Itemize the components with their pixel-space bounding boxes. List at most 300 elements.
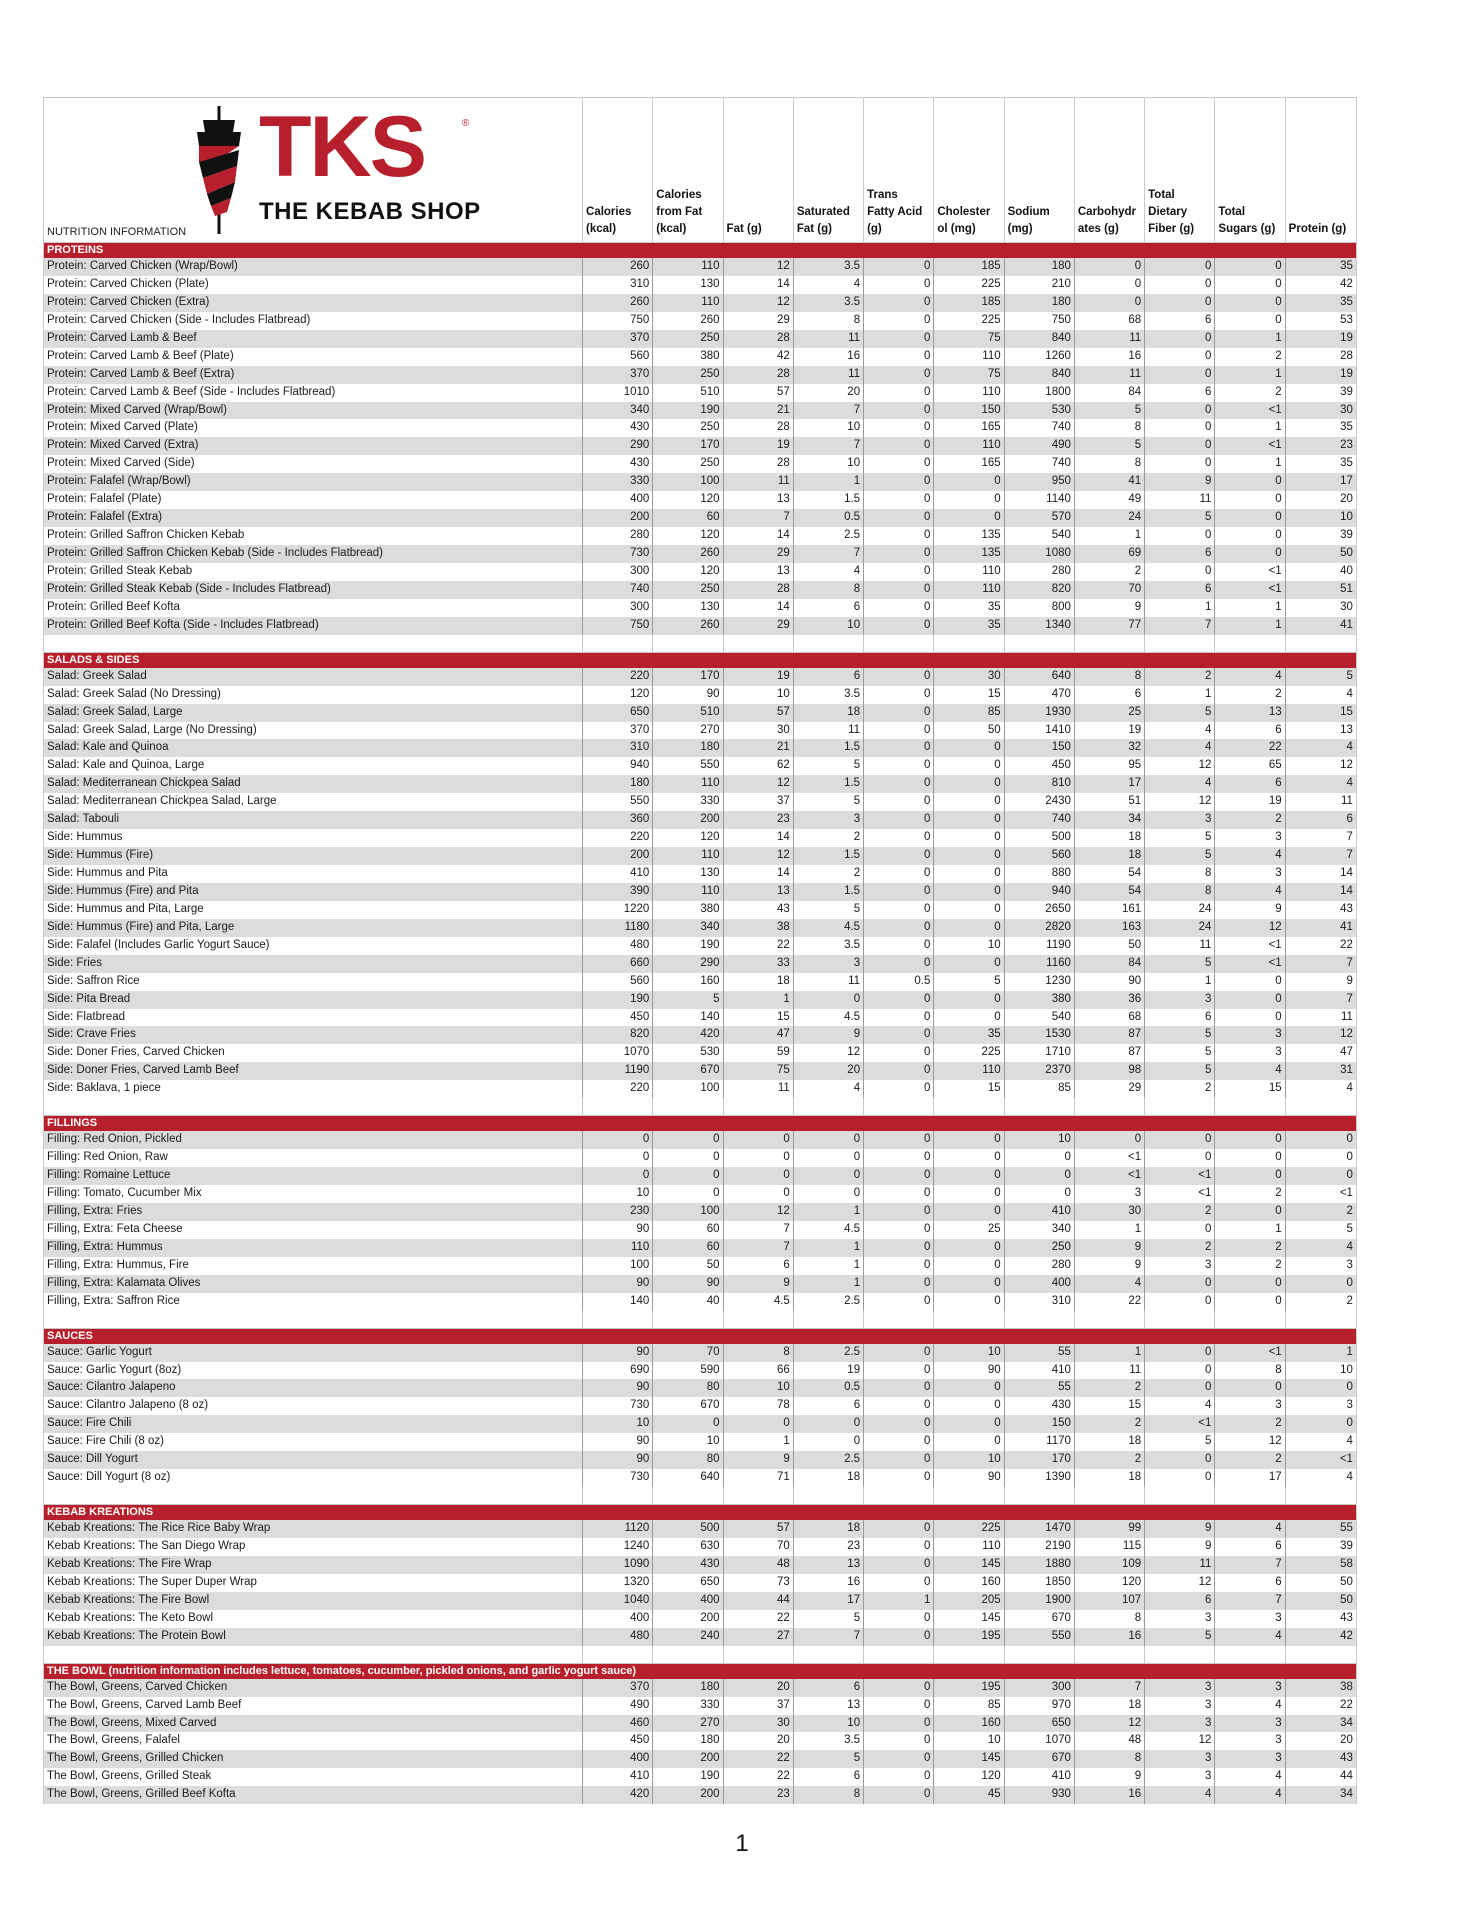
nutrient-value: 4 bbox=[1215, 1520, 1285, 1538]
nutrient-value: 3.5 bbox=[794, 686, 864, 704]
item-name: Salad: Greek Salad (No Dressing) bbox=[44, 686, 583, 704]
nutrient-value: 22 bbox=[1075, 1293, 1145, 1311]
nutrient-value: 6 bbox=[1215, 1574, 1285, 1592]
nutrient-value: 5 bbox=[794, 901, 864, 919]
table-row bbox=[44, 1768, 1356, 1786]
nutrient-value: 3 bbox=[1145, 1750, 1215, 1768]
nutrient-value: 4 bbox=[1346, 741, 1353, 754]
nutrient-value: 0 bbox=[864, 312, 934, 330]
nutrient-value: 3 bbox=[1215, 829, 1285, 847]
nutrient-value: 12 bbox=[1340, 1028, 1353, 1041]
nutrient-value: 6 bbox=[1145, 545, 1215, 563]
nutrient-value: 0 bbox=[934, 883, 1004, 901]
nutrient-value: 4 bbox=[1215, 668, 1285, 686]
nutrient-value: 14 bbox=[724, 865, 794, 883]
nutrient-value: 120 bbox=[583, 686, 653, 704]
nutrient-value: 16 bbox=[1075, 348, 1145, 366]
nutrient-value: 2 bbox=[1215, 686, 1285, 704]
nutrient-value: 28 bbox=[1340, 349, 1353, 362]
nutrient-value: 5 bbox=[1075, 402, 1145, 420]
item-name: Salad: Tabouli bbox=[44, 811, 583, 829]
nutrient-value: 18 bbox=[1075, 847, 1145, 865]
nutrient-value: 260 bbox=[653, 617, 723, 635]
nutrient-value: 12 bbox=[724, 847, 794, 865]
nutrient-value: 10 bbox=[934, 937, 1004, 955]
nutrient-value: 28 bbox=[724, 581, 794, 599]
nutrient-value: 450 bbox=[583, 1732, 653, 1750]
nutrient-value: 410 bbox=[1005, 1768, 1075, 1786]
nutrient-value: 2 bbox=[1145, 1203, 1215, 1221]
nutrient-value: 0 bbox=[864, 1293, 934, 1311]
nutrient-value: 85 bbox=[934, 1697, 1004, 1715]
nutrient-value: 15 bbox=[934, 1080, 1004, 1098]
nutrient-value: 1140 bbox=[1005, 491, 1075, 509]
nutrient-value: 50 bbox=[1340, 1593, 1353, 1606]
nutrient-value: 340 bbox=[583, 402, 653, 420]
nutrient-value: 6 bbox=[1346, 813, 1353, 826]
nutrient-value: 100 bbox=[653, 1080, 723, 1098]
nutrient-value: 5 bbox=[1145, 1433, 1215, 1451]
nutrient-value: 0 bbox=[934, 1239, 1004, 1257]
item-name: Protein: Grilled Saffron Chicken Kebab (Side - Includes Flatbread) bbox=[44, 545, 583, 563]
nutrient-value: 90 bbox=[653, 686, 723, 704]
nutrient-value: 35 bbox=[934, 1026, 1004, 1044]
nutrient-value: 370 bbox=[583, 722, 653, 740]
nutrient-value: 0 bbox=[864, 1469, 934, 1487]
nutrient-value: 1.5 bbox=[794, 739, 864, 757]
nutrient-value: 1 bbox=[794, 473, 864, 491]
nutrient-value: 6 bbox=[1145, 1009, 1215, 1027]
item-name: The Bowl, Greens, Grilled Chicken bbox=[44, 1750, 583, 1768]
nutrient-value: 66 bbox=[724, 1362, 794, 1380]
nutrient-value: 250 bbox=[653, 455, 723, 473]
nutrient-value: 1 bbox=[1215, 599, 1285, 617]
nutrient-value: 1.5 bbox=[794, 775, 864, 793]
nutrient-value: 135 bbox=[934, 527, 1004, 545]
nutrient-value: 0 bbox=[864, 1715, 934, 1733]
nutrient-value: 8 bbox=[1145, 865, 1215, 883]
nutrient-value: <1 bbox=[1145, 1167, 1215, 1185]
nutrient-value: 930 bbox=[1005, 1786, 1075, 1804]
item-name: Protein: Falafel (Plate) bbox=[44, 491, 583, 509]
nutrient-value: 1470 bbox=[1005, 1520, 1075, 1538]
table-header bbox=[44, 98, 1356, 243]
nutrient-value: 60 bbox=[653, 1221, 723, 1239]
table-row bbox=[44, 919, 1356, 937]
nutrient-value: 20 bbox=[794, 384, 864, 402]
nutrient-value: 19 bbox=[724, 437, 794, 455]
nutrient-value: 190 bbox=[583, 991, 653, 1009]
nutrient-value: 14 bbox=[724, 829, 794, 847]
nutrient-value: 170 bbox=[1005, 1451, 1075, 1469]
table-row bbox=[44, 527, 1356, 545]
nutrient-value: 0 bbox=[864, 402, 934, 420]
nutrient-value: 3 bbox=[1215, 865, 1285, 883]
nutrient-value: 4 bbox=[1346, 1240, 1353, 1253]
nutrient-value: 0 bbox=[1215, 1203, 1285, 1221]
nutrient-value: 22 bbox=[724, 1750, 794, 1768]
nutrient-value: 205 bbox=[934, 1592, 1004, 1610]
nutrient-value: 540 bbox=[1005, 1009, 1075, 1027]
col-header-saturated-fat: Saturated Fat (g) bbox=[794, 98, 864, 242]
nutrient-value: 0 bbox=[864, 276, 934, 294]
col-header-trans-fat: Trans Fatty Acid (g) bbox=[864, 98, 934, 242]
nutrient-value: 17 bbox=[1215, 1469, 1285, 1487]
table-row bbox=[44, 937, 1356, 955]
nutrient-value: 0 bbox=[864, 1275, 934, 1293]
nutrient-value: 370 bbox=[583, 1679, 653, 1697]
nutrient-value: 90 bbox=[583, 1221, 653, 1239]
nutrient-value: 9 bbox=[724, 1451, 794, 1469]
nutrient-value: 0 bbox=[724, 1149, 794, 1167]
nutrient-value: 1 bbox=[1075, 1221, 1145, 1239]
nutrient-value: 2 bbox=[1215, 1257, 1285, 1275]
table-row bbox=[44, 1415, 1356, 1433]
nutrient-value: 0 bbox=[1215, 509, 1285, 527]
nutrient-value: 0 bbox=[864, 1257, 934, 1275]
nutrient-value: 330 bbox=[583, 473, 653, 491]
nutrient-value: 1 bbox=[1346, 1345, 1353, 1358]
nutrient-value: 0 bbox=[1215, 312, 1285, 330]
nutrient-value: 15 bbox=[934, 686, 1004, 704]
nutrient-value: <1 bbox=[1215, 1344, 1285, 1362]
nutrient-value: 0 bbox=[934, 775, 1004, 793]
nutrient-value: 5 bbox=[1145, 829, 1215, 847]
nutrient-value: 3.5 bbox=[794, 294, 864, 312]
nutrient-value: 50 bbox=[1075, 937, 1145, 955]
nutrient-value: 8 bbox=[1075, 1750, 1145, 1768]
nutrient-value: 3 bbox=[1215, 1397, 1285, 1415]
nutrient-value: 0 bbox=[1075, 276, 1145, 294]
nutrient-value: 530 bbox=[1005, 402, 1075, 420]
nutrient-value: 0 bbox=[864, 883, 934, 901]
nutrient-value: 3 bbox=[1145, 1679, 1215, 1697]
nutrient-value: 240 bbox=[653, 1628, 723, 1646]
nutrient-value: 0 bbox=[864, 509, 934, 527]
nutrient-value: 110 bbox=[934, 1062, 1004, 1080]
nutrient-value: 1340 bbox=[1005, 617, 1075, 635]
nutrient-value: 260 bbox=[583, 258, 653, 276]
nutrient-value: 1070 bbox=[583, 1044, 653, 1062]
nutrient-value: 5 bbox=[1145, 1062, 1215, 1080]
item-name: Kebab Kreations: The Protein Bowl bbox=[44, 1628, 583, 1646]
nutrient-value: 19 bbox=[794, 1362, 864, 1380]
nutrient-value: 150 bbox=[1005, 739, 1075, 757]
nutrient-value: 110 bbox=[653, 258, 723, 276]
nutrient-value: 3 bbox=[794, 811, 864, 829]
nutrient-value: 9 bbox=[1145, 1538, 1215, 1556]
nutrient-value: 0 bbox=[864, 599, 934, 617]
col-header-protein: Protein (g) bbox=[1288, 223, 1347, 235]
item-name: Kebab Kreations: The Keto Bowl bbox=[44, 1610, 583, 1628]
table-row bbox=[44, 545, 1356, 563]
nutrient-value: 4 bbox=[1145, 722, 1215, 740]
nutrient-value: 510 bbox=[653, 384, 723, 402]
nutrient-value: 1 bbox=[1215, 366, 1285, 384]
nutrient-value: 3.5 bbox=[794, 258, 864, 276]
nutrient-value: 65 bbox=[1215, 757, 1285, 775]
nutrient-value: 80 bbox=[653, 1379, 723, 1397]
nutrient-value: 38 bbox=[724, 919, 794, 937]
nutrient-value: 3 bbox=[1346, 1258, 1353, 1271]
nutrient-value: 0 bbox=[794, 1415, 864, 1433]
nutrient-value: 0.5 bbox=[794, 1379, 864, 1397]
nutrient-value: 380 bbox=[653, 901, 723, 919]
nutrient-value: 84 bbox=[1075, 384, 1145, 402]
nutrient-value: 68 bbox=[1075, 1009, 1145, 1027]
nutrient-value: 180 bbox=[1005, 258, 1075, 276]
nutrient-value: 150 bbox=[934, 402, 1004, 420]
nutrient-value: 0 bbox=[864, 1344, 934, 1362]
nutrient-value: 4.5 bbox=[794, 919, 864, 937]
nutrient-value: 0 bbox=[864, 527, 934, 545]
nutrient-value: 280 bbox=[1005, 563, 1075, 581]
item-name: Side: Flatbread bbox=[44, 1009, 583, 1027]
nutrient-value: 1 bbox=[794, 1203, 864, 1221]
nutrient-value: 0 bbox=[864, 775, 934, 793]
section-spacer bbox=[44, 1487, 1356, 1505]
nutrient-value: 39 bbox=[1340, 1540, 1353, 1552]
nutrient-value: 0 bbox=[864, 617, 934, 635]
nutrient-value: 12 bbox=[724, 775, 794, 793]
nutrient-value: 11 bbox=[1145, 937, 1215, 955]
nutrient-value: 670 bbox=[1005, 1610, 1075, 1628]
nutrient-value: 0 bbox=[864, 1009, 934, 1027]
nutrient-value: 120 bbox=[653, 829, 723, 847]
table-row bbox=[44, 991, 1356, 1009]
brand-mark: TKS bbox=[259, 99, 425, 195]
nutrient-value: 3 bbox=[1145, 1257, 1215, 1275]
nutrient-value: 6 bbox=[1145, 312, 1215, 330]
table-row bbox=[44, 1080, 1356, 1098]
nutrient-value: 0 bbox=[583, 1131, 653, 1149]
nutrient-value: 160 bbox=[934, 1574, 1004, 1592]
nutrient-value: 15 bbox=[724, 1009, 794, 1027]
nutrition-table bbox=[43, 97, 1357, 1804]
nutrient-value: 10 bbox=[794, 419, 864, 437]
table-row bbox=[44, 1257, 1356, 1275]
nutrient-value: 85 bbox=[934, 704, 1004, 722]
nutrient-value: 35 bbox=[934, 617, 1004, 635]
item-name: Protein: Falafel (Extra) bbox=[44, 509, 583, 527]
nutrient-value: 11 bbox=[794, 366, 864, 384]
table-row bbox=[44, 1221, 1356, 1239]
nutrient-value: 0 bbox=[864, 473, 934, 491]
nutrient-value: 670 bbox=[653, 1062, 723, 1080]
table-row bbox=[44, 491, 1356, 509]
nutrient-value: 0 bbox=[864, 1415, 934, 1433]
nutrient-value: 0 bbox=[864, 1185, 934, 1203]
nutrient-value: 4 bbox=[1215, 1786, 1285, 1804]
item-name: Sauce: Fire Chili (8 oz) bbox=[44, 1433, 583, 1451]
nutrient-value: 2 bbox=[1215, 384, 1285, 402]
table-row bbox=[44, 419, 1356, 437]
nutrient-value: <1 bbox=[1145, 1185, 1215, 1203]
nutrient-value: 7 bbox=[1346, 831, 1353, 844]
nutrient-value: 120 bbox=[1075, 1574, 1145, 1592]
nutrient-value: 4 bbox=[1346, 687, 1353, 700]
nutrient-value: 740 bbox=[1005, 455, 1075, 473]
table-row bbox=[44, 1044, 1356, 1062]
nutrient-value: 77 bbox=[1075, 617, 1145, 635]
nutrient-value: 940 bbox=[1005, 883, 1075, 901]
nutrient-value: 1 bbox=[1215, 419, 1285, 437]
col-header-carbohydrates: Carbohydr ates (g) bbox=[1075, 98, 1145, 242]
nutrient-value: 24 bbox=[1145, 901, 1215, 919]
nutrient-value: 6 bbox=[794, 668, 864, 686]
item-name: Filling: Red Onion, Pickled bbox=[44, 1131, 583, 1149]
nutrient-value: 10 bbox=[583, 1185, 653, 1203]
nutrient-value: <1 bbox=[1075, 1149, 1145, 1167]
nutrient-value: <1 bbox=[1215, 955, 1285, 973]
nutrient-value: 6 bbox=[794, 1397, 864, 1415]
nutrient-value: 1 bbox=[1075, 527, 1145, 545]
nutrient-value: 0 bbox=[653, 1131, 723, 1149]
nutrient-value: 0 bbox=[934, 1293, 1004, 1311]
nutrient-value: 0 bbox=[864, 1610, 934, 1628]
nutrient-value: 0 bbox=[934, 1415, 1004, 1433]
nutrient-value: 0 bbox=[934, 757, 1004, 775]
nutrient-value: 55 bbox=[1340, 1522, 1353, 1535]
nutrient-value: 1 bbox=[1215, 617, 1285, 635]
nutrient-value: 24 bbox=[1075, 509, 1145, 527]
item-name: Protein: Mixed Carved (Extra) bbox=[44, 437, 583, 455]
nutrient-value: 8 bbox=[724, 1344, 794, 1362]
nutrient-value: 0 bbox=[934, 1185, 1004, 1203]
nutrient-value: 0 bbox=[864, 847, 934, 865]
kebab-spit-icon bbox=[197, 106, 241, 234]
nutrient-value: 0 bbox=[794, 1167, 864, 1185]
nutrient-value: 0 bbox=[794, 1185, 864, 1203]
col-header-calories: Calories (kcal) bbox=[583, 98, 653, 242]
page-number: 1 bbox=[735, 1830, 749, 1857]
nutrient-value: 47 bbox=[724, 1026, 794, 1044]
nutrient-value: 330 bbox=[653, 793, 723, 811]
nutrient-value: 90 bbox=[583, 1379, 653, 1397]
nutrient-value: 28 bbox=[724, 419, 794, 437]
nutrient-value: 110 bbox=[934, 563, 1004, 581]
nutrient-value: 9 bbox=[1346, 974, 1353, 987]
table-row bbox=[44, 1697, 1356, 1715]
item-name: Filling, Extra: Hummus bbox=[44, 1239, 583, 1257]
nutrient-value: 430 bbox=[1005, 1397, 1075, 1415]
nutrient-value: 1 bbox=[1145, 686, 1215, 704]
item-name: Sauce: Garlic Yogurt (8oz) bbox=[44, 1362, 583, 1380]
nutrient-value: 2370 bbox=[1005, 1062, 1075, 1080]
item-name: Kebab Kreations: The Fire Wrap bbox=[44, 1556, 583, 1574]
nutrient-value: 0 bbox=[864, 919, 934, 937]
col-header-fat: Fat (g) bbox=[724, 98, 794, 242]
table-row bbox=[44, 509, 1356, 527]
nutrient-value: 200 bbox=[653, 1786, 723, 1804]
nutrient-value: 8 bbox=[1075, 668, 1145, 686]
nutrient-value: 71 bbox=[724, 1469, 794, 1487]
nutrient-value: 0 bbox=[934, 1131, 1004, 1149]
nutrient-value: 550 bbox=[1005, 1628, 1075, 1646]
nutrient-value: 9 bbox=[1215, 901, 1285, 919]
item-name: Protein: Carved Chicken (Side - Includes Flatbread) bbox=[44, 312, 583, 330]
nutrient-value: 23 bbox=[724, 811, 794, 829]
item-name: Protein: Grilled Beef Kofta (Side - Includes Flatbread) bbox=[44, 617, 583, 635]
nutrient-value: 1930 bbox=[1005, 704, 1075, 722]
nutrient-value: 0 bbox=[864, 1203, 934, 1221]
nutrient-value: 225 bbox=[934, 1044, 1004, 1062]
nutrient-value: 55 bbox=[1005, 1379, 1075, 1397]
nutrient-value: 3 bbox=[1145, 811, 1215, 829]
table-row bbox=[44, 1556, 1356, 1574]
nutrient-value: 29 bbox=[1075, 1080, 1145, 1098]
nutrient-value: 100 bbox=[653, 1203, 723, 1221]
nutrient-value: 23 bbox=[724, 1786, 794, 1804]
nutrient-value: 0 bbox=[864, 829, 934, 847]
nutrient-value: <1 bbox=[1339, 1187, 1353, 1199]
nutrient-value: 1260 bbox=[1005, 348, 1075, 366]
nutrient-value: 410 bbox=[1005, 1362, 1075, 1380]
nutrient-value: 75 bbox=[934, 366, 1004, 384]
nutrient-value: 7 bbox=[1215, 1556, 1285, 1574]
nutrient-value: 190 bbox=[653, 402, 723, 420]
nutrient-value: 0 bbox=[934, 1203, 1004, 1221]
nutrient-value: 8 bbox=[1145, 883, 1215, 901]
nutrient-value: 5 bbox=[1346, 1222, 1353, 1235]
nutrient-value: 110 bbox=[934, 581, 1004, 599]
nutrient-value: 250 bbox=[653, 330, 723, 348]
nutrient-value: 10 bbox=[724, 1379, 794, 1397]
nutrient-value: 0 bbox=[864, 955, 934, 973]
nutrient-value: 20 bbox=[724, 1732, 794, 1750]
nutrient-value: 42 bbox=[1340, 1629, 1353, 1642]
item-name: Kebab Kreations: The Rice Rice Baby Wrap bbox=[44, 1520, 583, 1538]
nutrient-value: 41 bbox=[1340, 920, 1353, 933]
nutrient-value: 110 bbox=[653, 883, 723, 901]
nutrient-value: 0 bbox=[934, 473, 1004, 491]
nutrient-value: 16 bbox=[1075, 1628, 1145, 1646]
nutrient-value: 13 bbox=[1215, 704, 1285, 722]
section-header: SALADS & SIDES bbox=[44, 653, 1356, 668]
nutrient-value: 0 bbox=[1145, 1379, 1215, 1397]
nutrient-value: 22 bbox=[724, 937, 794, 955]
nutrient-value: 0 bbox=[864, 865, 934, 883]
nutrient-value: 3 bbox=[1145, 1697, 1215, 1715]
item-name: Filling: Red Onion, Raw bbox=[44, 1149, 583, 1167]
nutrient-value: 0 bbox=[794, 1149, 864, 1167]
nutrient-value: 1.5 bbox=[794, 491, 864, 509]
nutrient-value: 54 bbox=[1075, 865, 1145, 883]
nutrient-value: 7 bbox=[794, 437, 864, 455]
section-spacer bbox=[44, 1098, 1356, 1116]
header-logo-cell bbox=[44, 98, 583, 242]
nutrient-value: 1090 bbox=[583, 1556, 653, 1574]
nutrient-value: 0 bbox=[864, 384, 934, 402]
nutrient-value: 90 bbox=[934, 1469, 1004, 1487]
section-header: FILLINGS bbox=[44, 1116, 1356, 1131]
nutrient-value: 4.5 bbox=[724, 1293, 794, 1311]
nutrient-value: 1390 bbox=[1005, 1469, 1075, 1487]
nutrient-value: 80 bbox=[653, 1451, 723, 1469]
nutrient-value: 87 bbox=[1075, 1044, 1145, 1062]
table-row bbox=[44, 757, 1356, 775]
item-name: The Bowl, Greens, Falafel bbox=[44, 1732, 583, 1750]
nutrient-value: 0 bbox=[864, 419, 934, 437]
nutrient-value: 22 bbox=[724, 1610, 794, 1628]
nutrient-value: 2 bbox=[1346, 1204, 1353, 1217]
nutrient-value: 740 bbox=[1005, 419, 1075, 437]
item-name: Salad: Mediterranean Chickpea Salad, Large bbox=[44, 793, 583, 811]
nutrient-value: 550 bbox=[653, 757, 723, 775]
nutrient-value: 950 bbox=[1005, 473, 1075, 491]
nutrient-value: 44 bbox=[1340, 1770, 1353, 1783]
nutrient-value: 12 bbox=[1145, 757, 1215, 775]
